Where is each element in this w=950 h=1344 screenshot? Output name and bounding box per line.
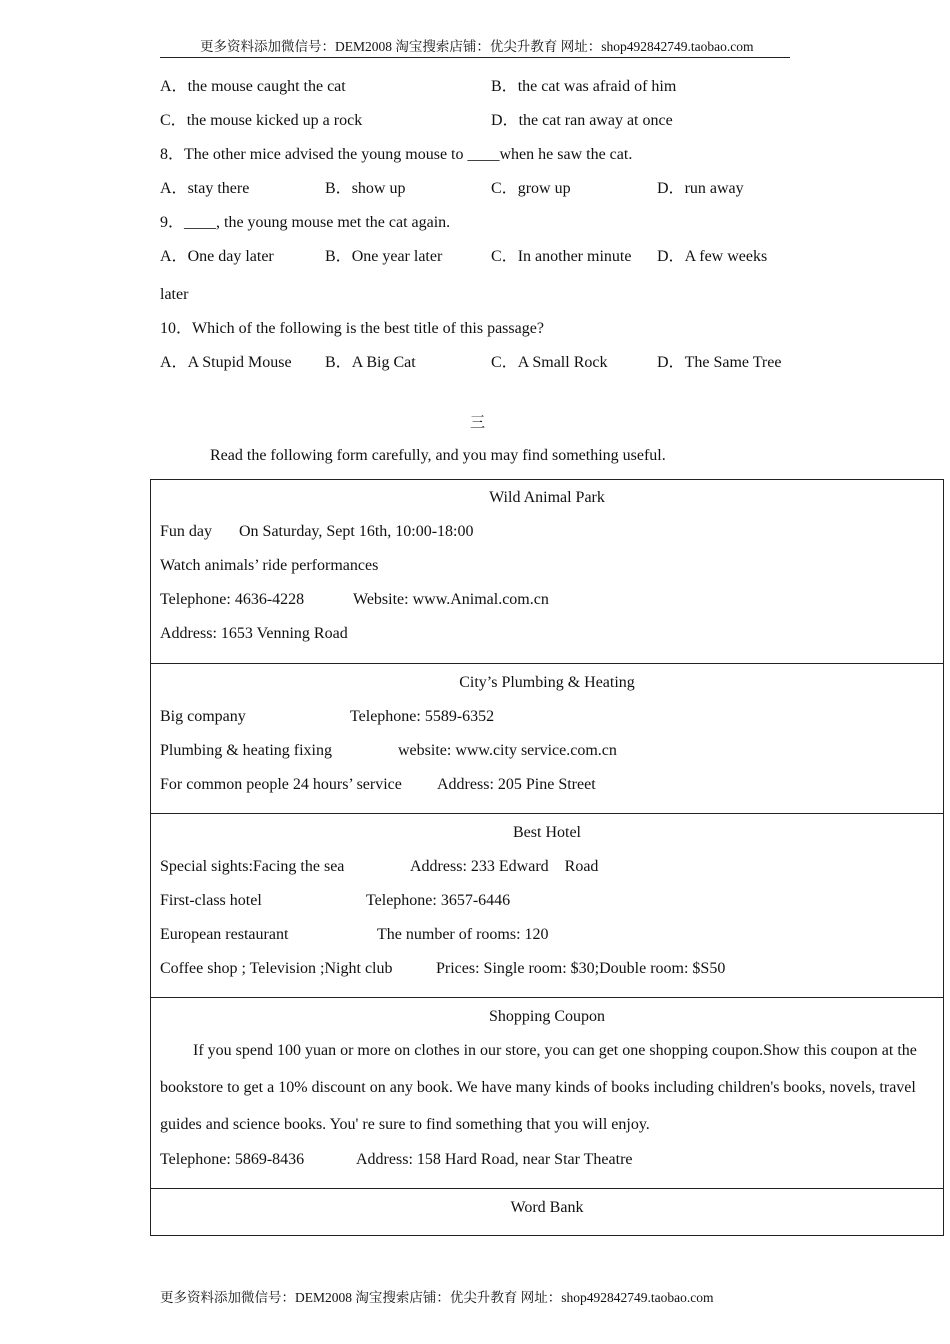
hotel-facilities: Coffee shop ; Television ;Night club <box>160 960 393 977</box>
plumbing-box <box>150 663 944 814</box>
park-address: Address: 1653 Venning Road <box>160 625 348 642</box>
plumbing-telephone: Telephone: 5589-6352 <box>350 708 495 725</box>
hotel-title: Best Hotel <box>513 824 581 841</box>
page-header <box>160 38 790 58</box>
q7-option-d: D．the cat ran away at once <box>491 112 673 129</box>
hotel-sights: Special sights:Facing the sea <box>160 858 345 875</box>
park-fun-day: Fun day <box>160 523 212 540</box>
q10-stem: 10．Which of the following is the best title of this passage? <box>160 320 544 337</box>
plumbing-website: website: www.city service.com.cn <box>398 742 617 759</box>
q10-option-d: D．The Same Tree <box>657 354 782 371</box>
q9-option-d: D．A few weeks <box>657 248 768 265</box>
q9-option-c: C．In another minute <box>491 248 632 265</box>
q10-option-a: A．A Stupid Mouse <box>160 354 292 371</box>
q8-option-c: C．grow up <box>491 180 571 197</box>
section-number: 三 <box>470 413 486 431</box>
hotel-restaurant: European restaurant <box>160 926 289 943</box>
q8-option-b: B．show up <box>325 180 406 197</box>
plumbing-title: City’s Plumbing & Heating <box>459 674 635 691</box>
plumbing-company: Big company <box>160 708 246 725</box>
best-hotel-box <box>150 813 944 998</box>
plumbing-service: For common people 24 hours’ service <box>160 776 402 793</box>
park-website: Website: www.Animal.com.cn <box>353 591 549 608</box>
q10-option-b: B．A Big Cat <box>325 354 416 371</box>
q7-option-b: B．the cat was afraid of him <box>491 78 677 95</box>
hotel-telephone: Telephone: 3657-6446 <box>366 892 511 909</box>
coupon-title: Shopping Coupon <box>488 1008 605 1025</box>
q9-option-d-wrap: later <box>160 286 189 303</box>
q7-option-c: C．the mouse kicked up a rock <box>160 112 363 129</box>
park-title: Wild Animal Park <box>489 489 605 506</box>
park-telephone: Telephone: 4636-4228 <box>160 591 305 608</box>
page-footer: 更多资料添加微信号：DEM2008 淘宝搜索店铺：优尖升教育 网址：shop492842749.taobao.com <box>160 1290 714 1305</box>
hotel-rooms: The number of rooms: 120 <box>377 926 549 943</box>
plumbing-fixing: Plumbing & heating fixing <box>160 742 332 759</box>
q9-option-a: A．One day later <box>160 248 274 265</box>
q7-option-a: A．the mouse caught the cat <box>160 78 346 95</box>
park-date: On Saturday, Sept 16th, 10:00-18:00 <box>239 523 474 540</box>
q9-option-b: B．One year later <box>325 248 443 265</box>
shopping-coupon-box <box>150 997 944 1189</box>
coupon-telephone: Telephone: 5869-8436 <box>160 1151 305 1168</box>
q8-stem: 8．The other mice advised the young mouse to ____when he saw the cat. <box>160 146 633 163</box>
q9-stem: 9．____, the young mouse met the cat again. <box>160 214 451 231</box>
park-performances: Watch animals’ ride performances <box>160 557 379 574</box>
q10-option-c: C．A Small Rock <box>491 354 608 371</box>
section-instruction: Read the following form carefully, and you may find something useful. <box>210 447 666 464</box>
hotel-class: First-class hotel <box>160 892 262 909</box>
q8-option-a: A．stay there <box>160 180 250 197</box>
header-text: 更多资料添加微信号：DEM2008 淘宝搜索店铺：优尖升教育 网址：shop492842749.taobao.com <box>200 39 754 54</box>
coupon-body: If you spend 100 yuan or more on clothes in our store, you can get one shopping coupon.Show this coupon at the bookstore to get a 10% discount on any book. We have many kinds of books including children's books, novels, travel guides and science books. You' re sure to find something that you will enjoy. <box>160 1042 917 1133</box>
wild-animal-park-box <box>150 479 944 664</box>
plumbing-address: Address: 205 Pine Street <box>437 776 596 793</box>
hotel-address: Address: 233 Edward Road <box>410 858 599 875</box>
q8-option-d: D．run away <box>657 180 744 197</box>
coupon-address: Address: 158 Hard Road, near Star Theatre <box>356 1151 633 1168</box>
word-bank-box <box>150 1188 944 1236</box>
word-bank-title: Word Bank <box>510 1199 584 1216</box>
hotel-prices: Prices: Single room: $30;Double room: $S50 <box>436 960 726 977</box>
